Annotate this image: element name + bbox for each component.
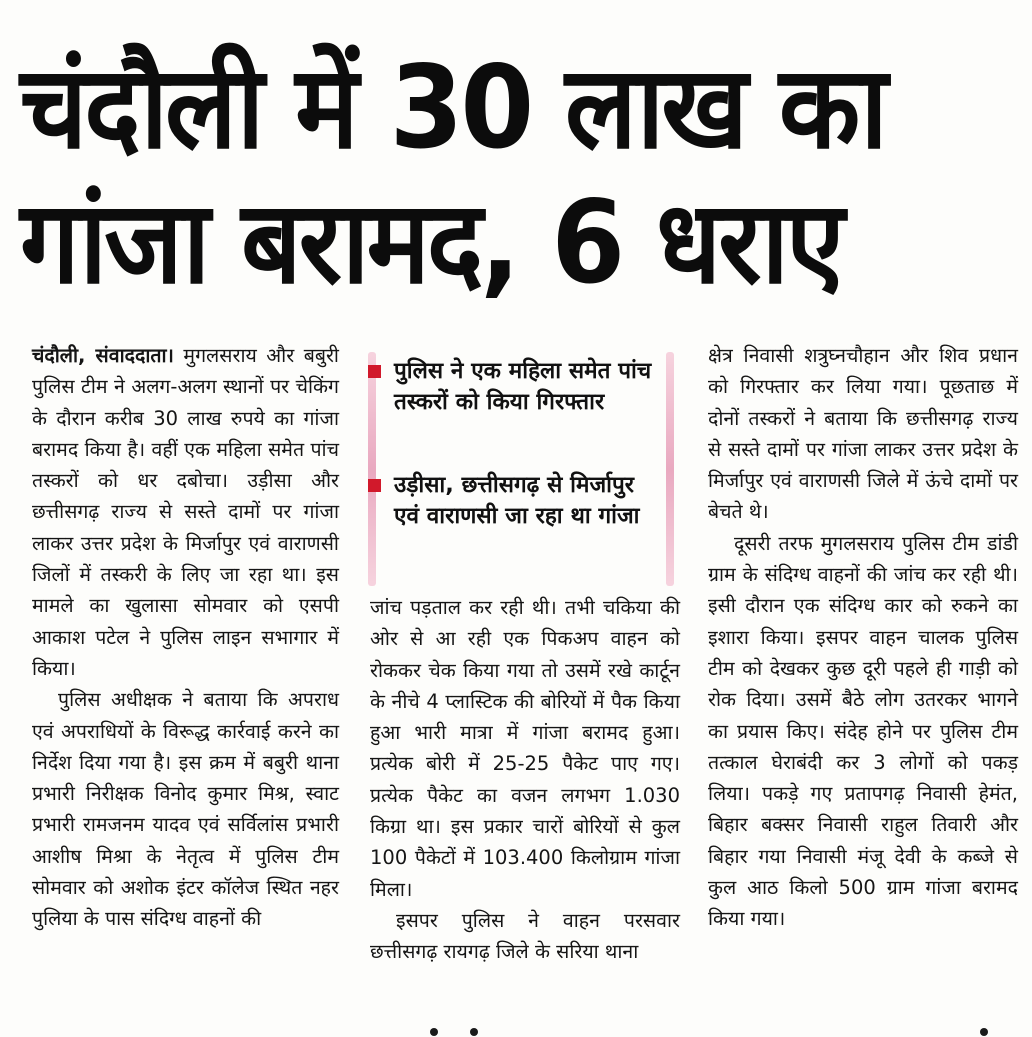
middle-column — [370, 592, 680, 968]
highlight-item-2-text: उड़ीसा, छत्तीसगढ़ से मिर्जापुर एवं वाराणसी जा रहा था गांजा — [394, 472, 640, 529]
highlight-item-2 — [394, 470, 656, 532]
highlight-box — [368, 352, 674, 588]
headline — [20, 40, 1020, 310]
cutoff-mark — [430, 1028, 438, 1036]
cutoff-mark — [470, 1028, 478, 1036]
next-article-cutoff — [0, 1022, 1032, 1037]
highlight-left-bar — [368, 352, 376, 586]
middle-paragraph-1: जांच पड़ताल कर रही थी। तभी चकिया की ओर से आ रही एक पिकअप वाहन को रोककर चेक किया गया तो उसमें रखे कार्टून के नीचे 4 प्लास्टिक की बोरियों में पैक किया हुआ भारी मात्रा में गांजा बरामद हुआ। प्रत्येक बोरी में 25-25 पैकेट पाए गए। प्रत्येक पैकेट का वजन लगभग 1.030 किग्रा था। इस प्रकार चारों बोरियों से कुल 100 पैकेटों में 103.400 किलोग्राम गांजा मिला। — [370, 596, 680, 901]
left-paragraph-2: पुलिस अधीक्षक ने बताया कि अपराध एवं अपराधियों के विरूद्ध कार्रवाई करने का निर्देश दिया गया है। इस क्रम में बबुरी थाना प्रभारी निरीक्षक विनोद कुमार मिश्र, स्वाट प्रभारी रामजनम यादव एवं सर्विलांस प्रभारी आशीष मिश्रा के नेतृत्व में पुलिस टीम सोमवार को अशोक इंटर कॉलेज स्थित नहर पुलिया के पास संदिग्ध वाहनों की — [32, 688, 339, 931]
left-paragraph-1 — [32, 340, 339, 684]
right-column — [708, 340, 1018, 935]
left-paragraph-1-text: मुगलसराय और बबुरी पुलिस टीम ने अलग-अलग स्थानों पर चेकिंग के दौरान करीब 30 लाख रुपये का गांजा बरामद किया है। वहीं एक महिला समेत पांच तस्करों को धर दबोचा। उड़ीसा और छत्तीसगढ़ राज्य से सस्ते दामों पर गांजा लाकर उत्तर प्रदेश के मिर्जापुर एवं वाराणसी जिलों में तस्करी के लिए जा रहा था। इस मामले का खुलासा सोमवार को एसपी आकाश पटेल ने पुलिस लाइन सभागार में किया। — [32, 344, 339, 680]
middle-paragraph-2: इसपर पुलिस ने वाहन परसवार छत्तीसगढ़ रायगढ़ जिले के सरिया थाना — [370, 908, 680, 964]
right-paragraph-1: क्षेत्र निवासी शत्रुघ्नचौहान और शिव प्रधान को गिरफ्तार कर लिया गया। पूछताछ में दोनों तस्करों ने बताया कि छत्तीसगढ़ राज्य से सस्ते दामों पर गांजा लाकर उत्तर प्रदेश के मिर्जापुर एवं वाराणसी जिले में ऊंचे दामों पर बेचते थे। — [708, 344, 1018, 524]
left-column — [32, 340, 339, 935]
right-paragraph-2: दूसरी तरफ मुगलसराय पुलिस टीम डांडी ग्राम के संदिग्ध वाहनों की जांच कर रही थी। इसी दौरान एक संदिग्ध कार को रुकने का इशारा किया। इसपर वाहन चालक पुलिस टीम को देखकर कुछ दूरी पहले ही गाड़ी को रोक दिया। उसमें बैठे लोग उतरकर भागने का प्रयास किए। संदेह होने पर पुलिस टीम तत्काल घेराबंदी कर 3 लोगों को पकड़ लिया। पकड़े गए प्रतापगढ़ निवासी हेमंत, बिहार बक्सर निवासी राहुल तिवारी और बिहार गया निवासी मंजू देवी के कब्जे से कुल आठ किलो 500 ग्राम गांजा बरामद किया गया। — [708, 531, 1018, 931]
headline-line-2: गांजा बरामद, 6 धराए — [20, 176, 842, 309]
cutoff-mark — [980, 1028, 988, 1036]
square-bullet-icon — [368, 365, 381, 378]
headline-line-1: चंदौली में 30 लाख का — [20, 41, 885, 174]
dateline: चंदौली, संवाददाता। — [32, 344, 174, 367]
square-bullet-icon — [368, 479, 381, 492]
highlight-item-1 — [394, 356, 656, 418]
highlight-item-1-text: पुलिस ने एक महिला समेत पांच तस्करों को किया गिरफ्तार — [394, 358, 652, 415]
highlight-right-bar — [666, 352, 674, 586]
